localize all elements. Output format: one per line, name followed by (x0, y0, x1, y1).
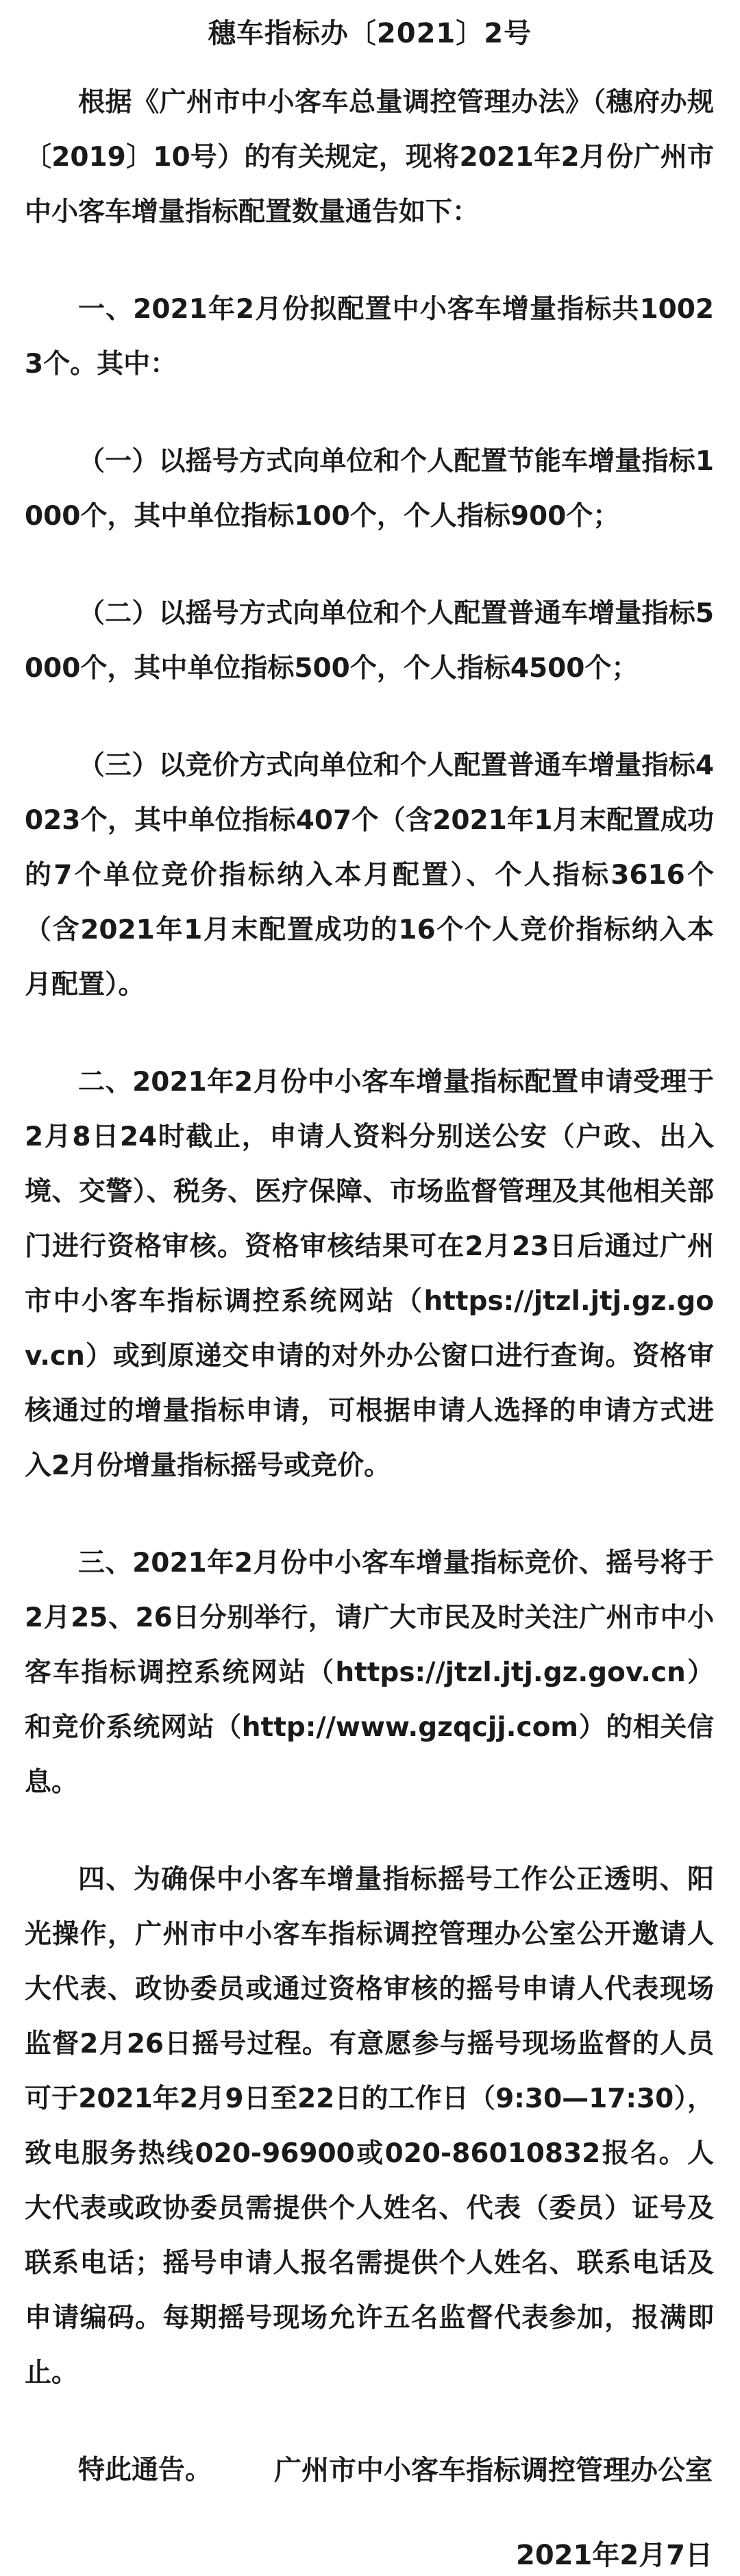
closing-paragraph: 特此通告。 (78, 2455, 212, 2486)
issue-date: 2021年2月7日 (516, 2540, 713, 2571)
subsection-three-paragraph: （三）以竞价方式向单位和个人配置普通车增量指标4023个，其中单位指标407个（含2021年1月末配置成功的7个单位竞价指标纳入本月配置）、个人指标3616个（含2021年1月末配置成功的16个个人竞价指标纳入本月配置）。 (25, 750, 714, 1000)
notice-body (25, 75, 714, 2525)
section-four-paragraph: 四、为确保中小客车增量指标摇号工作公正透明、阳光操作，广州市中小客车指标调控管理办公室公开邀请人大代表、政协委员或通过资格审核的摇号申请人代表现场监督2月26日摇号过程。有意愿参与摇号现场监督的人员可于2021年2月9日至22日的工作日（9:30—17:30），致电服务热线020-96900或020-86010832报名。人大代表或政协委员需提供个人姓名、代表（委员）证号及联系电话；摇号申请人报名需提供个人姓名、联系电话及申请编码。每期摇号现场允许五名监督代表参加，报满即止。 (25, 1864, 714, 2388)
subsection-one-paragraph: （一）以摇号方式向单位和个人配置节能车增量指标1000个，其中单位指标100个，个人指标900个； (25, 446, 714, 532)
section-three-paragraph: 三、2021年2月份中小客车增量指标竞价、摇号将于2月25、26日分别举行，请广大市民及时关注广州市中小客车指标调控系统网站（https://jtzl.jtj.gz.gov.cn）和竞价系统网站（http://www.gzqcjj.com）的相关信息。 (25, 1548, 714, 1798)
section-one-paragraph: 一、2021年2月份拟配置中小客车增量指标共10023个。其中： (25, 294, 714, 380)
issuer-signature: 广州市中小客车指标调控管理办公室 (274, 2455, 713, 2486)
subsection-two-paragraph: （二）以摇号方式向单位和个人配置普通车增量指标5000个，其中单位指标500个，个人指标4500个； (25, 598, 714, 684)
document-number: 穗车指标办〔2021〕2号 (208, 18, 532, 49)
intro-paragraph: 根据《广州市中小客车总量调控管理办法》（穗府办规〔2019〕10号）的有关规定，现将2021年2月份广州市中小客车增量指标配置数量通告如下： (25, 87, 714, 227)
section-two-paragraph: 二、2021年2月份中小客车增量指标配置申请受理于2月8日24时截止，申请人资料分别送公安（户政、出入境、交警）、税务、医疗保障、市场监督管理及其他相关部门进行资格审核。资格审核结果可在2月23日后通过广州市中小客车指标调控系统网站（https://jtzl.jtj.gz.gov.cn）或到原递交申请的对外办公窗口进行查询。资格审核通过的增量指标申请，可根据申请人选择的申请方式进入2月份增量指标摇号或竞价。 (25, 1067, 714, 1481)
